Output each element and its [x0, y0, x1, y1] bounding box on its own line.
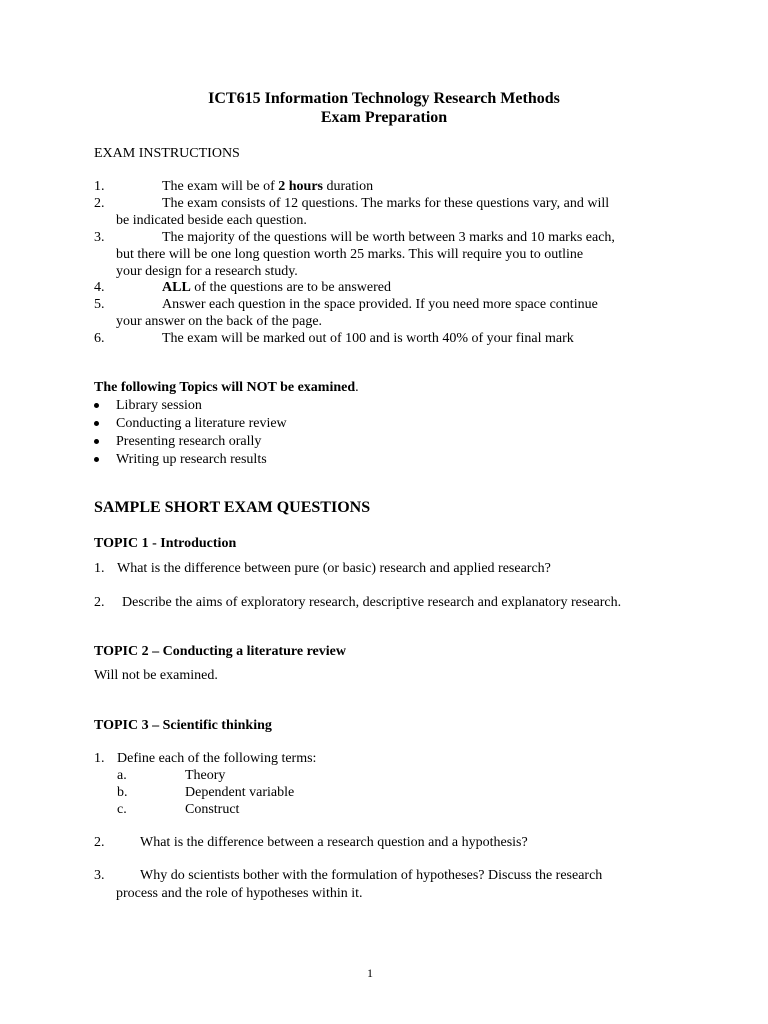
list-number: 5.	[94, 297, 105, 312]
not-examined-heading: The following Topics will NOT be examined.	[94, 380, 359, 395]
list-item-continuation: your answer on the back of the page.	[116, 314, 323, 329]
section-heading: SAMPLE SHORT EXAM QUESTIONS	[94, 499, 371, 516]
question-text: What is the difference between a research question and a hypothesis?	[140, 835, 528, 850]
bullet-icon	[94, 439, 99, 444]
topic-heading: TOPIC 3 – Scientific thinking	[94, 718, 272, 733]
list-item: The exam consists of 12 questions. The marks for these questions vary, and will	[162, 196, 610, 211]
list-item-continuation: your design for a research study.	[116, 264, 298, 279]
topic-heading: TOPIC 1 - Introduction	[94, 536, 237, 551]
list-item: Presenting research orally	[116, 434, 262, 449]
list-item: The exam will be marked out of 100 and is worth 40% of your final mark	[162, 331, 574, 346]
question-text: Describe the aims of exploratory research, descriptive research and explanatory research.	[122, 595, 622, 610]
question-text: Why do scientists bother with the formulation of hypotheses? Discuss the research	[140, 868, 603, 883]
list-number: 2.	[94, 196, 105, 211]
bullet-icon	[94, 457, 99, 462]
list-item: Writing up research results	[116, 452, 267, 467]
bullet-icon	[94, 403, 99, 408]
term-text: Construct	[185, 802, 240, 817]
term-text: Dependent variable	[185, 785, 295, 800]
instructions-heading: EXAM INSTRUCTIONS	[94, 146, 240, 161]
page-number: 1	[367, 966, 373, 980]
question-number: 3.	[94, 868, 105, 883]
document-subtitle: Exam Preparation	[320, 109, 448, 126]
list-number: 1.	[94, 179, 105, 194]
question-text: Define each of the following terms:	[117, 751, 317, 766]
bullet-icon	[94, 421, 99, 426]
term-text: Theory	[185, 768, 226, 783]
list-number: 3.	[94, 230, 105, 245]
list-number: 4.	[94, 280, 105, 295]
list-item: The exam will be of 2 hours duration	[162, 179, 374, 194]
question-number: 1.	[94, 561, 105, 576]
list-item-continuation: be indicated beside each question.	[116, 213, 307, 228]
question-number: 1.	[94, 751, 105, 766]
term-letter: c.	[117, 802, 127, 817]
term-letter: b.	[117, 785, 128, 800]
list-item-continuation: but there will be one long question worth 25 marks. This will require you to outline	[116, 247, 584, 262]
list-item: Library session	[116, 398, 202, 413]
question-number: 2.	[94, 835, 105, 850]
list-item: Conducting a literature review	[116, 416, 287, 431]
question-number: 2.	[94, 595, 105, 610]
list-item: The majority of the questions will be worth between 3 marks and 10 marks each,	[162, 230, 615, 245]
list-number: 6.	[94, 331, 105, 346]
list-item: Answer each question in the space provided. If you need more space continue	[162, 297, 598, 312]
list-item: ALL of the questions are to be answered	[162, 280, 392, 295]
question-text-continuation: process and the role of hypotheses within it.	[116, 886, 363, 901]
topic-heading: TOPIC 2 – Conducting a literature review	[94, 644, 346, 659]
question-text: What is the difference between pure (or basic) research and applied research?	[117, 561, 551, 576]
document-title: ICT615 Information Technology Research Methods	[208, 90, 560, 107]
topic-note: Will not be examined.	[94, 668, 218, 683]
term-letter: a.	[117, 768, 127, 783]
